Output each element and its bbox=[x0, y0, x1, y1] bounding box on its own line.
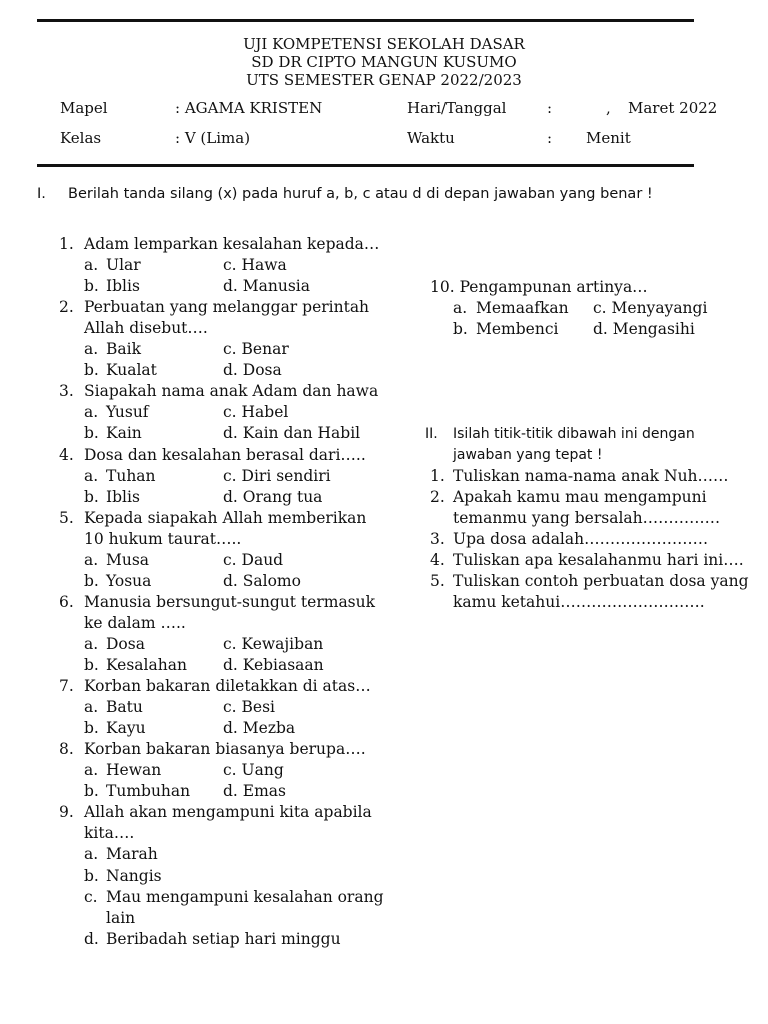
waktu-colon: : bbox=[547, 129, 553, 147]
option-letter: a. bbox=[84, 761, 99, 780]
option-text: Musa bbox=[106, 550, 150, 569]
essay-number: 3. bbox=[430, 530, 445, 549]
option-letter: b. bbox=[84, 656, 99, 674]
essay-text: Upa dosa adalah…………………… bbox=[453, 530, 709, 549]
option-text: d. Emas bbox=[223, 782, 286, 801]
option-text: d. Kebiasaan bbox=[223, 656, 324, 674]
top-rule bbox=[37, 19, 694, 22]
option-text: Hewan bbox=[106, 761, 162, 780]
option-text: c. Benar bbox=[223, 340, 289, 359]
hari-value: Maret 2022 bbox=[628, 99, 718, 117]
question-text: kita…. bbox=[84, 824, 135, 843]
question-text: Perbuatan yang melanggar perintah bbox=[84, 298, 370, 317]
question-text: Allah akan mengampuni kita apabila bbox=[84, 803, 372, 822]
option-letter: b. bbox=[84, 424, 99, 443]
option-text: Beribadah setiap hari minggu bbox=[106, 929, 341, 948]
option-text: d. Mezba bbox=[223, 719, 296, 738]
option-text: c. Hawa bbox=[223, 256, 287, 275]
mapel-value: : AGAMA KRISTEN bbox=[175, 99, 323, 117]
hari-label: Hari/Tanggal bbox=[407, 99, 507, 117]
question-text: 10 hukum taurat….. bbox=[84, 529, 242, 548]
option-letter: b. bbox=[84, 361, 99, 380]
option-text: Mau mengampuni kesalahan orang bbox=[106, 887, 384, 906]
option-text: Kayu bbox=[106, 719, 146, 738]
question-number: 2. bbox=[59, 298, 74, 317]
option-text: Baik bbox=[106, 340, 141, 359]
essay-text: Tuliskan apa kesalahanmu hari ini…. bbox=[453, 551, 744, 570]
option-text: Yosua bbox=[106, 571, 152, 590]
option-text: c. Besi bbox=[223, 698, 276, 717]
option-letter: b. bbox=[84, 571, 99, 590]
question-text: Korban bakaran biasanya berupa…. bbox=[84, 740, 366, 759]
option-text: Kain bbox=[106, 424, 142, 443]
question-number: 8. bbox=[59, 740, 74, 759]
question-number: 6. bbox=[59, 592, 74, 611]
option-letter: c. bbox=[84, 887, 98, 906]
option-text: d. Orang tua bbox=[223, 487, 323, 506]
question-text: Manusia bersungut-sungut termasuk bbox=[84, 592, 376, 611]
option-letter: b. bbox=[84, 782, 99, 801]
option-text: Kualat bbox=[106, 361, 157, 380]
option-text: Memaafkan bbox=[476, 299, 569, 317]
option-letter: a. bbox=[84, 256, 99, 275]
question-number: 7. bbox=[59, 677, 74, 696]
section-1-number: I. bbox=[37, 186, 46, 202]
section-1-instruction: Berilah tanda silang (x) pada huruf a, b, c atau d di depan jawaban yang benar ! bbox=[68, 186, 653, 202]
option-letter: b. bbox=[84, 277, 99, 296]
question-number: 1. bbox=[59, 235, 74, 253]
question-text: Kepada siapakah Allah memberikan bbox=[84, 508, 367, 527]
question-number: 4. bbox=[59, 445, 74, 464]
option-text: c. Daud bbox=[223, 550, 284, 569]
essay-number: 5. bbox=[430, 572, 445, 591]
option-letter: d. bbox=[84, 929, 99, 948]
option-text: Membenci bbox=[476, 320, 559, 339]
section-2-instruction-line-2: jawaban yang tepat ! bbox=[453, 447, 603, 463]
option-letter: a. bbox=[84, 634, 99, 653]
option-text: c. Menyayangi bbox=[593, 299, 708, 317]
option-text: d. Manusia bbox=[223, 277, 311, 296]
kelas-value: : V (Lima) bbox=[175, 129, 251, 147]
section-2-number: II. bbox=[425, 426, 438, 442]
question-text: Dosa dan kesalahan berasal dari….. bbox=[84, 445, 366, 464]
waktu-label: Waktu bbox=[407, 129, 455, 147]
essay-text: kamu ketahui………………………. bbox=[453, 593, 705, 612]
essay-text: Tuliskan nama-nama anak Nuh…… bbox=[453, 467, 729, 485]
question-text: Allah disebut…. bbox=[84, 319, 208, 338]
mapel-label: Mapel bbox=[60, 99, 108, 117]
option-text: Yusuf bbox=[106, 403, 149, 422]
question-text: ke dalam ….. bbox=[84, 613, 186, 632]
option-letter: b. bbox=[84, 487, 99, 506]
bottom-rule bbox=[37, 164, 694, 167]
option-text: Tuhan bbox=[106, 466, 156, 485]
option-text: c. Diri sendiri bbox=[223, 466, 331, 485]
option-letter: b. bbox=[84, 866, 99, 885]
question-number: 5. bbox=[59, 508, 74, 527]
essay-text: Tuliskan contoh perbuatan dosa yang bbox=[453, 572, 749, 591]
kelas-label: Kelas bbox=[60, 129, 102, 147]
header-line-3: UTS SEMESTER GENAP 2022/2023 bbox=[246, 71, 522, 89]
option-letter: a. bbox=[84, 698, 99, 717]
option-text: lain bbox=[106, 908, 136, 927]
option-text: Tumbuhan bbox=[106, 782, 191, 801]
option-text: d. Dosa bbox=[223, 361, 282, 380]
option-text: c. Uang bbox=[223, 761, 284, 780]
option-text: Iblis bbox=[106, 277, 140, 296]
waktu-value: Menit bbox=[586, 129, 631, 147]
option-text: Ular bbox=[106, 256, 141, 275]
question-text: Adam lemparkan kesalahan kepada… bbox=[84, 235, 380, 253]
question-number: 9. bbox=[59, 803, 74, 822]
option-text: d. Salomo bbox=[223, 571, 301, 590]
option-text: Marah bbox=[106, 845, 158, 864]
option-letter: a. bbox=[84, 550, 99, 569]
question-text: Siapakah nama anak Adam dan hawa bbox=[84, 382, 379, 401]
essay-text: Apakah kamu mau mengampuni bbox=[453, 488, 707, 507]
option-text: c. Habel bbox=[223, 403, 289, 422]
essay-number: 2. bbox=[430, 488, 445, 507]
option-letter: b. bbox=[453, 320, 468, 339]
essay-text: temanmu yang bersalah…………… bbox=[453, 509, 721, 528]
question-number: 3. bbox=[59, 382, 74, 401]
option-letter: a. bbox=[84, 845, 99, 864]
option-text: d. Kain dan Habil bbox=[223, 424, 361, 443]
hari-colon: : bbox=[547, 99, 553, 117]
option-letter: a. bbox=[84, 466, 99, 485]
essay-number: 1. bbox=[430, 467, 445, 485]
header-line-2: SD DR CIPTO MANGUN KUSUMO bbox=[251, 53, 517, 71]
option-text: Dosa bbox=[106, 634, 145, 653]
section-2-instruction-line-1: Isilah titik-titik dibawah ini dengan bbox=[453, 426, 695, 442]
option-text: Batu bbox=[106, 698, 143, 717]
header-line-1: UJI KOMPETENSI SEKOLAH DASAR bbox=[243, 35, 525, 53]
option-text: c. Kewajiban bbox=[223, 634, 324, 653]
option-letter: b. bbox=[84, 719, 99, 738]
question-text: Korban bakaran diletakkan di atas… bbox=[84, 677, 371, 696]
option-text: Kesalahan bbox=[106, 656, 187, 674]
option-letter: a. bbox=[453, 299, 468, 317]
essay-number: 4. bbox=[430, 551, 445, 570]
option-letter: a. bbox=[84, 403, 99, 422]
question-10-title: 10. Pengampunan artinya… bbox=[430, 278, 648, 296]
option-text: Iblis bbox=[106, 487, 140, 506]
hari-comma: , bbox=[606, 99, 611, 117]
option-letter: a. bbox=[84, 340, 99, 359]
option-text: d. Mengasihi bbox=[593, 320, 695, 339]
option-text: Nangis bbox=[106, 866, 162, 885]
